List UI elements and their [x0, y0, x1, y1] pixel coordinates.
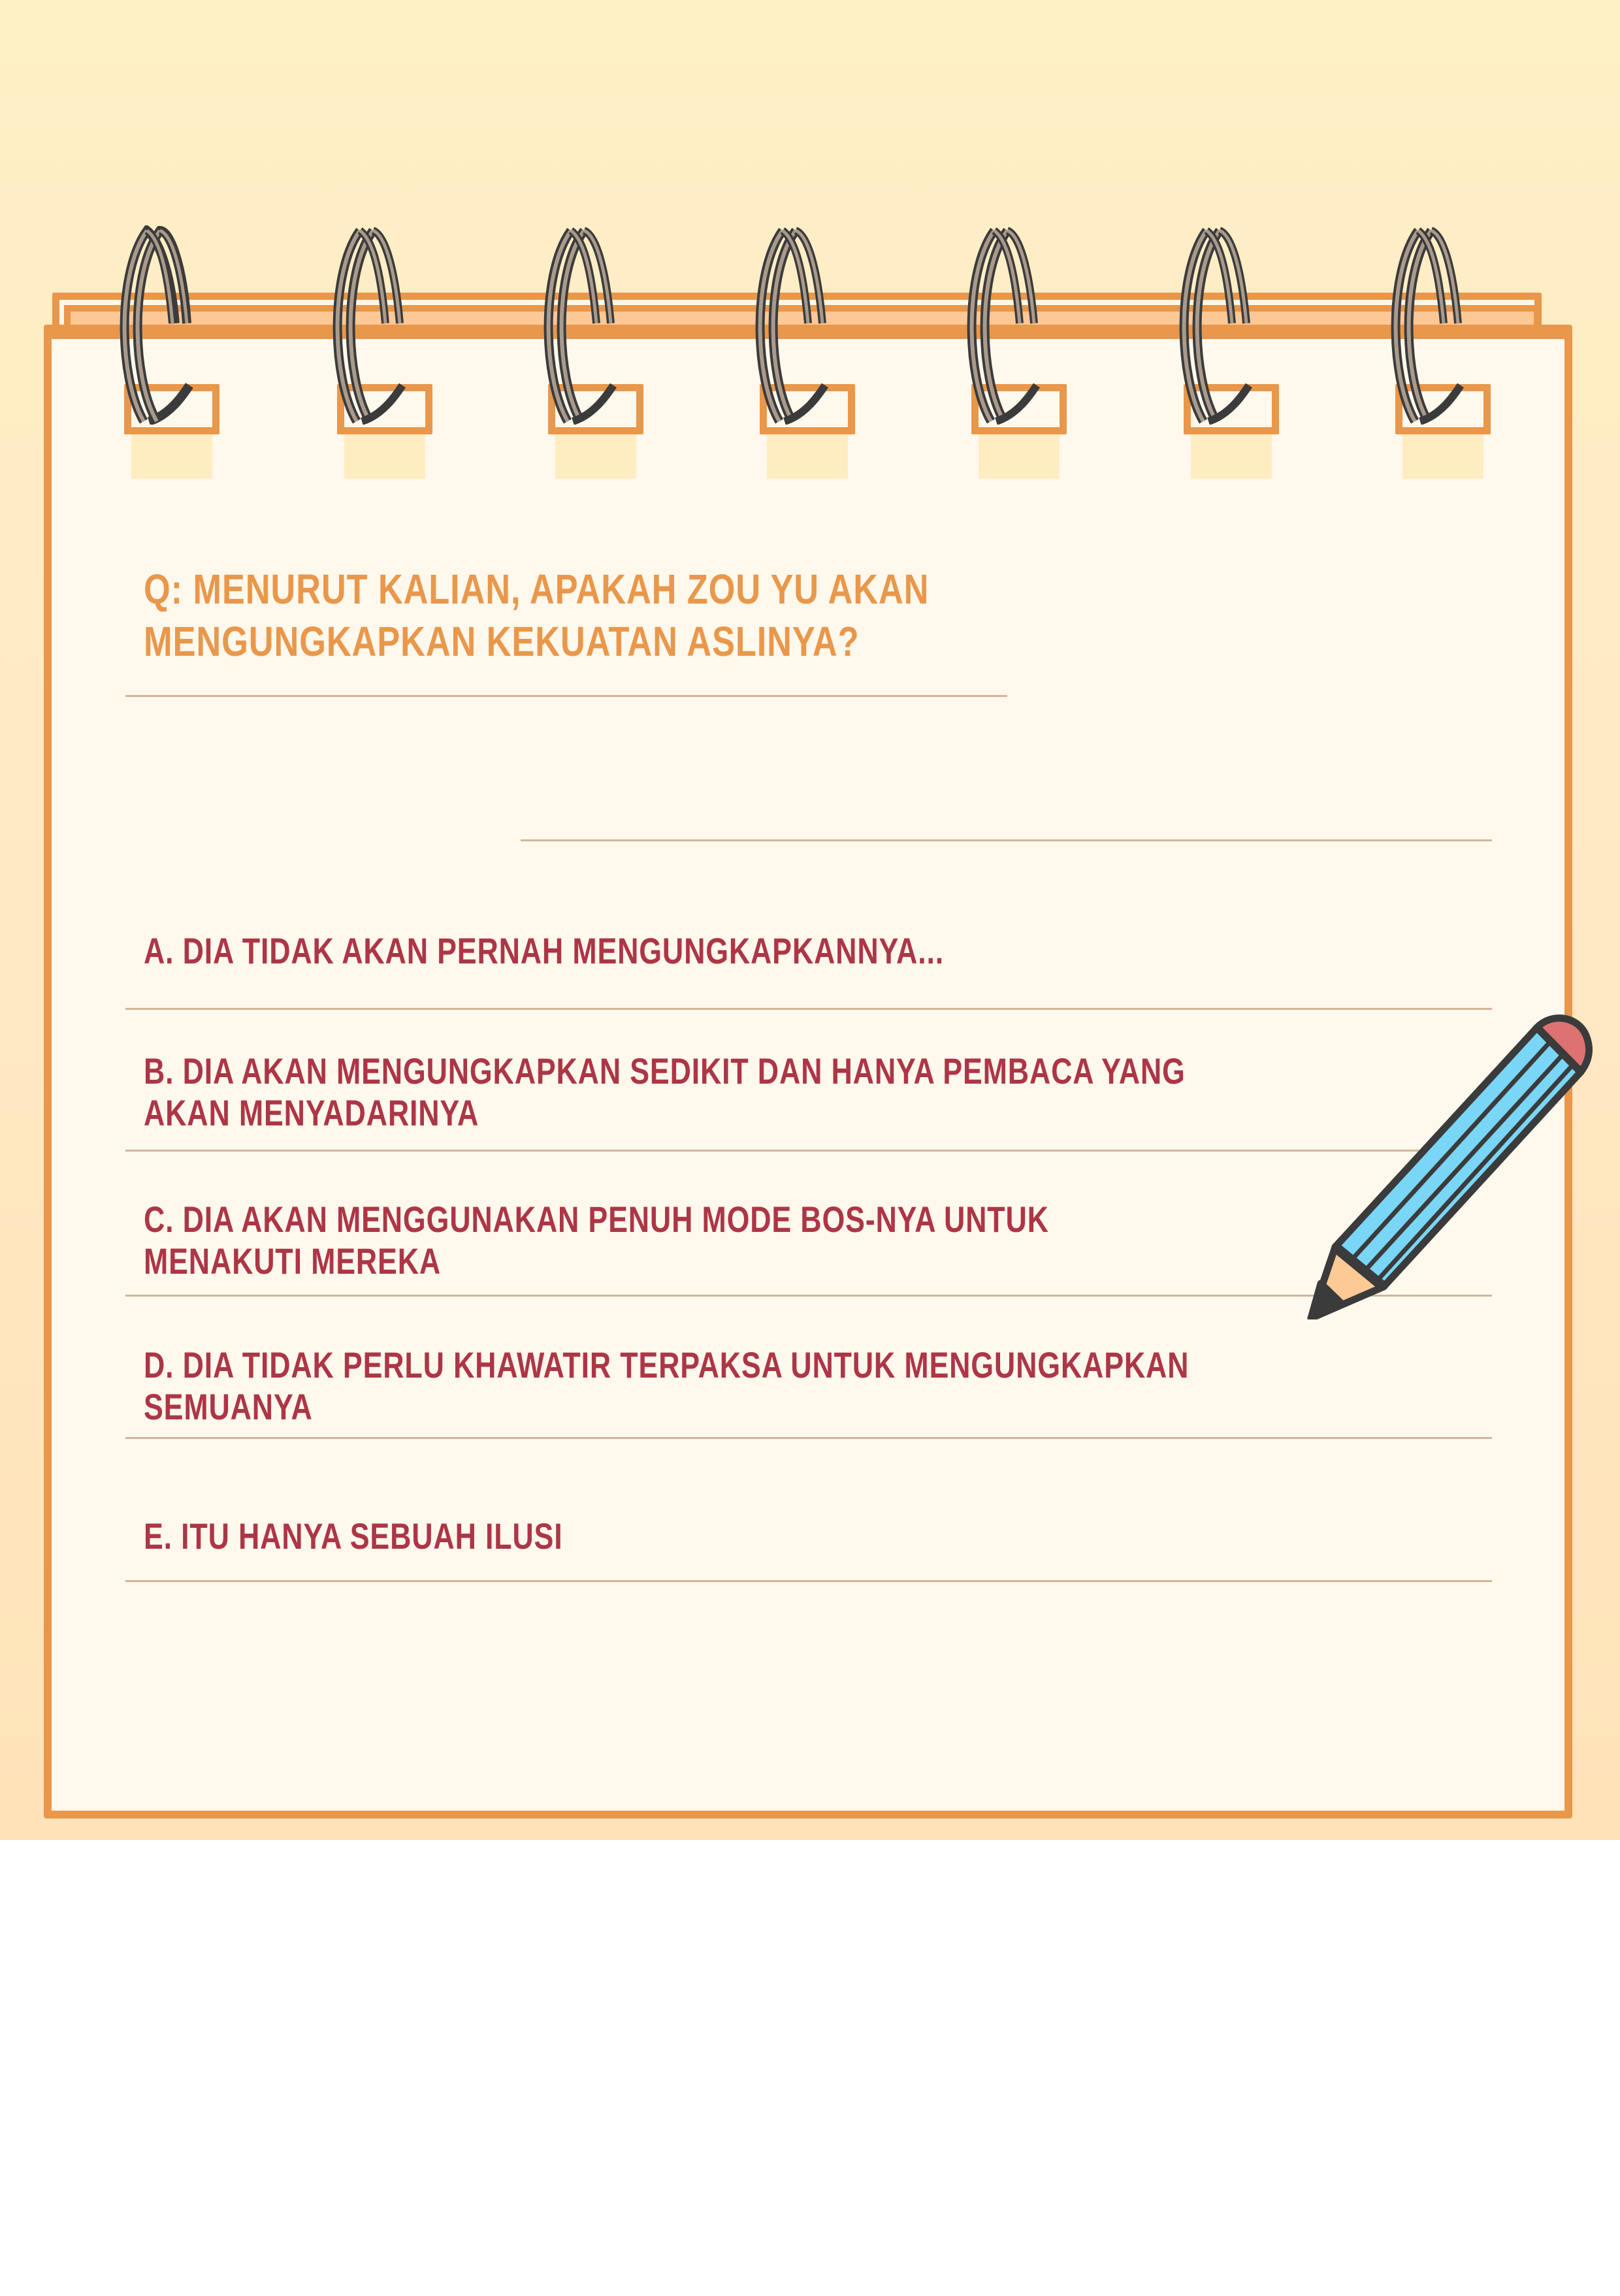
question-heading: [144, 563, 947, 668]
tab-shadow: [555, 434, 636, 479]
divider-answer-line: [521, 839, 1492, 841]
option-b[interactable]: [144, 1050, 1186, 1134]
option-d-line-2: SEMUANYA: [144, 1386, 313, 1427]
tab-shadow: [344, 434, 425, 479]
tab-shadow: [767, 434, 848, 479]
ring-icon: [965, 225, 1063, 425]
ring-icon: [1177, 225, 1275, 425]
tab-shadow: [131, 434, 212, 479]
option-d[interactable]: [144, 1344, 1189, 1428]
option-e[interactable]: [144, 1515, 562, 1557]
option-c-line-2: MENAKUTI MEREKA: [144, 1240, 442, 1282]
option-d-line-1: D. DIA TIDAK PERLU KHAWATIR TERPAKSA UNTUK MENGUNGKAPKAN: [144, 1344, 1190, 1385]
question-line-1: Q: MENURUT KALIAN, APAKAH ZOU YU AKAN: [144, 566, 930, 613]
ring-icon: [331, 225, 429, 425]
option-c-line-1: C. DIA AKAN MENGGUNAKAN PENUH MODE BOS-NYA UNTUK: [144, 1199, 1049, 1240]
option-a-line-1: A. DIA TIDAK AKAN PERNAH MENGUNGKAPKANNYA...: [144, 930, 944, 971]
ring-icon: [753, 225, 851, 425]
ring-icon: [1389, 225, 1487, 425]
option-b-line-2: AKAN MENYADARINYA: [144, 1092, 479, 1133]
divider-question: [125, 695, 1007, 697]
option-b-line-1: B. DIA AKAN MENGUNGKAPKAN SEDIKIT DAN HANYA PEMBACA YANG: [144, 1050, 1186, 1091]
pencil-icon: [1280, 993, 1594, 1319]
tab-shadow: [979, 434, 1060, 479]
ring-icon: [118, 225, 216, 425]
tab-shadow: [1191, 434, 1272, 479]
option-a[interactable]: [144, 930, 944, 972]
divider-option-e: [125, 1580, 1492, 1582]
option-c[interactable]: [144, 1199, 1049, 1282]
divider-option-d: [125, 1437, 1492, 1439]
question-line-2: MENGUNGKAPKAN KEKUATAN ASLINYA?: [144, 618, 860, 665]
ring-icon: [542, 225, 640, 425]
tab-shadow: [1402, 434, 1483, 479]
option-e-line-1: E. ITU HANYA SEBUAH ILUSI: [144, 1515, 563, 1557]
